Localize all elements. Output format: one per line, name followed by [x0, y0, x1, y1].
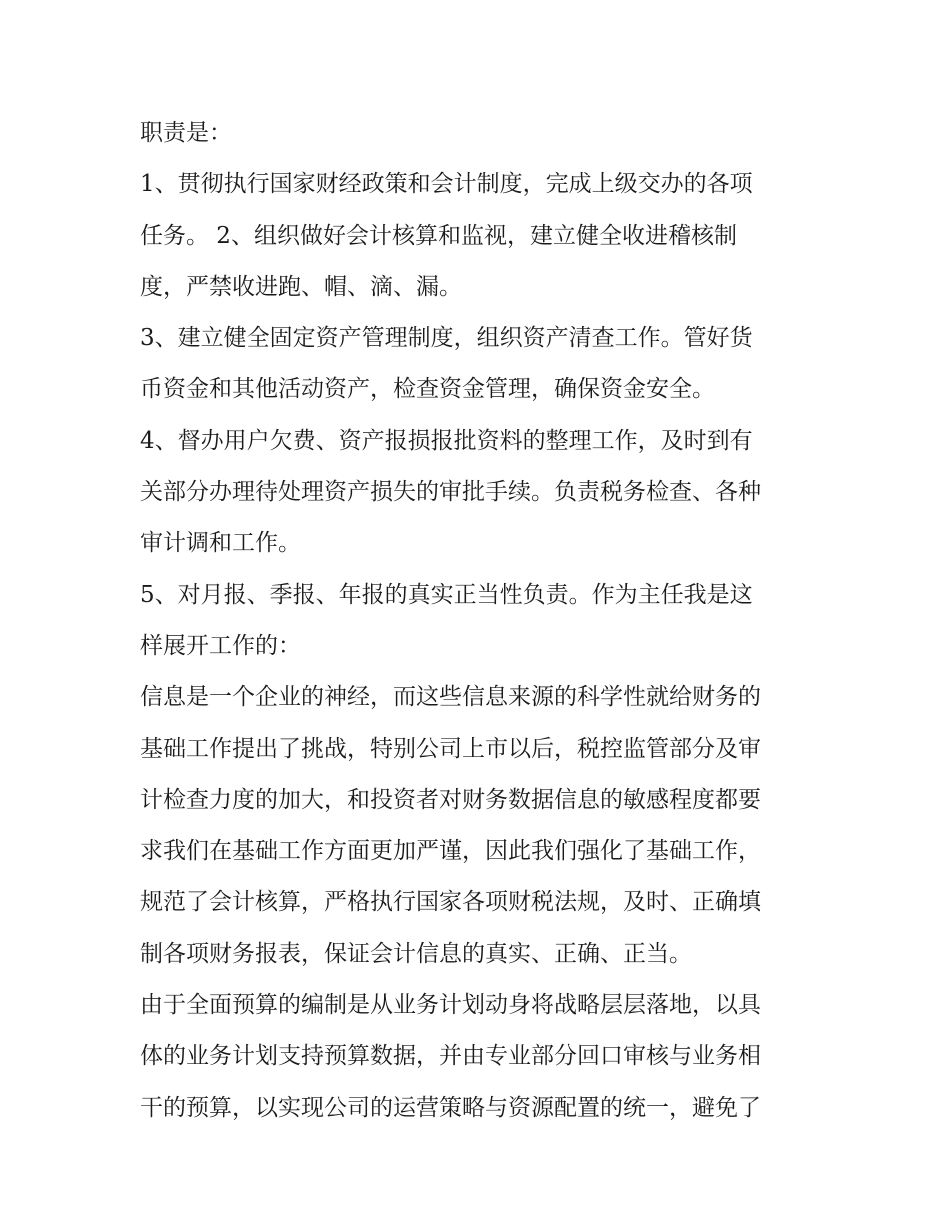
text-line: 制各项财务报表，保证会计信息的真实、正确、正当。: [140, 940, 692, 967]
text-line: 审计调和工作。: [140, 530, 301, 557]
text-line: 任务。 2、组织做好会计核算和监视，建立健全收进稽核制: [140, 222, 737, 249]
text-line: 1、贯彻执行国家财经政策和会计制度，完成上级交办的各项: [140, 171, 753, 198]
text-line: 样展开工作的：: [140, 632, 301, 659]
text-line: 4、督办用户欠费、资产报损报批资料的整理工作，及时到有: [140, 427, 753, 454]
text-line: 币资金和其他活动资产，检查资金管理，确保资金安全。: [140, 376, 715, 403]
text-line: 3、建立健全固定资产管理制度，组织资产清查工作。管好货: [140, 325, 753, 352]
document-body: [140, 108, 830, 1134]
text-line: 职责是：: [140, 120, 232, 146]
text-line: 体的业务计划支持预算数据，并由专业部分回口审核与业务相: [140, 1043, 761, 1070]
text-line: 度，严禁收进跑、帽、滴、漏。: [140, 273, 462, 300]
text-line: 求我们在基础工作方面更加严谨，因此我们强化了基础工作，: [140, 838, 761, 865]
text-line: 计检查力度的加大，和投资者对财务数据信息的敏感程度都要: [140, 786, 761, 813]
text-line: 关部分办理待处理资产损失的审批手续。负责税务检查、各种: [140, 479, 761, 506]
text-line: 信息是一个企业的神经，而这些信息来源的科学性就给财务的: [140, 684, 761, 711]
text-line: 规范了会计核算，严格执行国家各项财税法规，及时、正确填: [140, 889, 761, 916]
text-line: 5、对月报、季报、年报的真实正当性负责。作为主任我是这: [140, 581, 753, 608]
text-line: 干的预算，以实现公司的运营策略与资源配置的统一，避免了: [140, 1094, 761, 1121]
text-line: 基础工作提出了挑战，特别公司上市以后，税控监管部分及审: [140, 735, 761, 762]
text-line: 由于全面预算的编制是从业务计划动身将战略层层落地，以具: [140, 992, 761, 1019]
